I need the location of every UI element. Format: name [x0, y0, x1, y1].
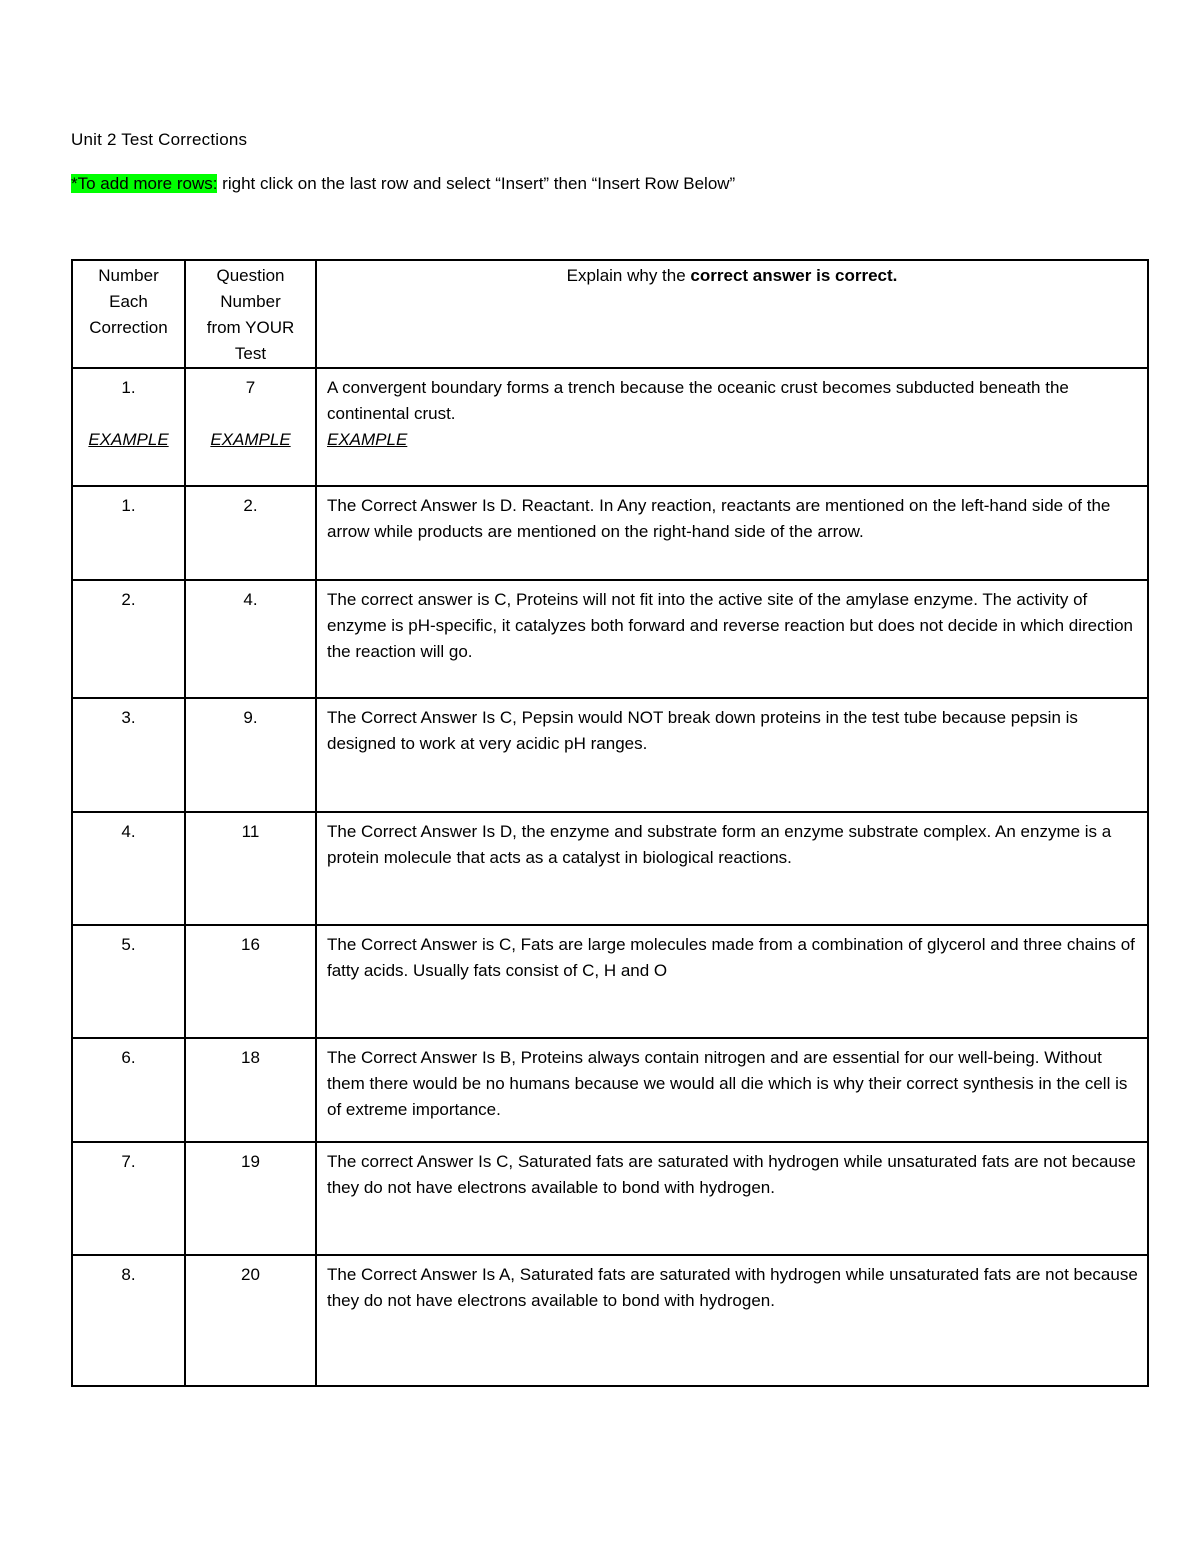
row-question: 16 — [185, 925, 316, 1038]
row-question: 20 — [185, 1255, 316, 1386]
row-number: 3. — [72, 698, 185, 812]
example-question-cell — [185, 368, 316, 486]
instruction-line — [71, 174, 735, 194]
header-question-line: Question — [216, 266, 285, 285]
example-explanation-cell — [316, 368, 1148, 486]
example-tag: EXAMPLE — [210, 430, 291, 449]
header-explanation — [316, 260, 1148, 368]
row-question: 9. — [185, 698, 316, 812]
corrections-table — [71, 259, 1149, 1387]
row-number: 2. — [72, 580, 185, 698]
row-question: 19 — [185, 1142, 316, 1255]
header-number-line: Each — [109, 292, 148, 311]
row-explanation: The Correct Answer Is C, Pepsin would NOT break down proteins in the test tube because pepsin is designed to work at very acidic pH ranges. — [316, 698, 1148, 812]
header-question-line: from YOUR — [206, 318, 295, 337]
table-row — [72, 1255, 1148, 1386]
example-explanation: A convergent boundary forms a trench because the oceanic crust becomes subducted beneath the continental crust. — [327, 378, 1069, 423]
row-number: 8. — [72, 1255, 185, 1386]
table-row — [72, 580, 1148, 698]
header-number-line: Number — [98, 266, 159, 285]
table-row — [72, 698, 1148, 812]
row-explanation: The Correct Answer Is A, Saturated fats are saturated with hydrogen while unsaturated fats are not because they do not have electrons available to bond with hydrogen. — [316, 1255, 1148, 1386]
row-number: 6. — [72, 1038, 185, 1142]
row-question: 11 — [185, 812, 316, 925]
example-number-cell — [72, 368, 185, 486]
row-number: 5. — [72, 925, 185, 1038]
row-number: 7. — [72, 1142, 185, 1255]
header-explanation-bold: correct answer is correct. — [690, 266, 898, 285]
table-row — [72, 812, 1148, 925]
row-number: 1. — [72, 486, 185, 580]
table-row — [72, 1142, 1148, 1255]
example-question: 7 — [245, 378, 256, 397]
row-explanation: The Correct Answer Is B, Proteins always contain nitrogen and are essential for our well-being. Without them there would be no humans because we would all die which is why their correct synthesis in the cell is of extreme importance. — [316, 1038, 1148, 1142]
example-row — [72, 368, 1148, 486]
row-explanation: The correct Answer Is C, Saturated fats are saturated with hydrogen while unsaturated fats are not because they do not have electrons available to bond with hydrogen. — [316, 1142, 1148, 1255]
row-number: 4. — [72, 812, 185, 925]
row-explanation: The Correct Answer Is D. Reactant. In Any reaction, reactants are mentioned on the left-hand side of the arrow while products are mentioned on the right-hand side of the arrow. — [316, 486, 1148, 580]
table-row — [72, 925, 1148, 1038]
row-question: 2. — [185, 486, 316, 580]
header-explanation-prefix: Explain why the — [566, 266, 691, 285]
header-number-each-correction — [72, 260, 185, 368]
instruction-highlight: *To add more rows: — [71, 174, 218, 193]
row-question: 4. — [185, 580, 316, 698]
table-row — [72, 1038, 1148, 1142]
instruction-text: right click on the last row and select “Insert” then “Insert Row Below” — [217, 174, 736, 193]
header-question-line: Number — [220, 292, 281, 311]
page-title: Unit 2 Test Corrections — [71, 130, 248, 149]
header-question-line: Test — [234, 344, 267, 363]
example-number: 1. — [121, 378, 136, 397]
row-explanation: The Correct Answer is C, Fats are large molecules made from a combination of glycerol and three chains of fatty acids. Usually fats consist of C, H and O — [316, 925, 1148, 1038]
row-explanation: The correct answer is C, Proteins will not fit into the active site of the amylase enzyme. The activity of enzyme is pH-specific, it catalyzes both forward and reverse reaction but does not decide in which direction the reaction will go. — [316, 580, 1148, 698]
row-question: 18 — [185, 1038, 316, 1142]
header-question-number — [185, 260, 316, 368]
row-explanation: The Correct Answer Is D, the enzyme and substrate form an enzyme substrate complex. An enzyme is a protein molecule that acts as a catalyst in biological reactions. — [316, 812, 1148, 925]
example-tag: EXAMPLE — [88, 430, 169, 449]
table-row — [72, 486, 1148, 580]
header-number-line: Correction — [89, 318, 168, 337]
header-row — [72, 260, 1148, 368]
example-tag: EXAMPLE — [327, 430, 408, 449]
